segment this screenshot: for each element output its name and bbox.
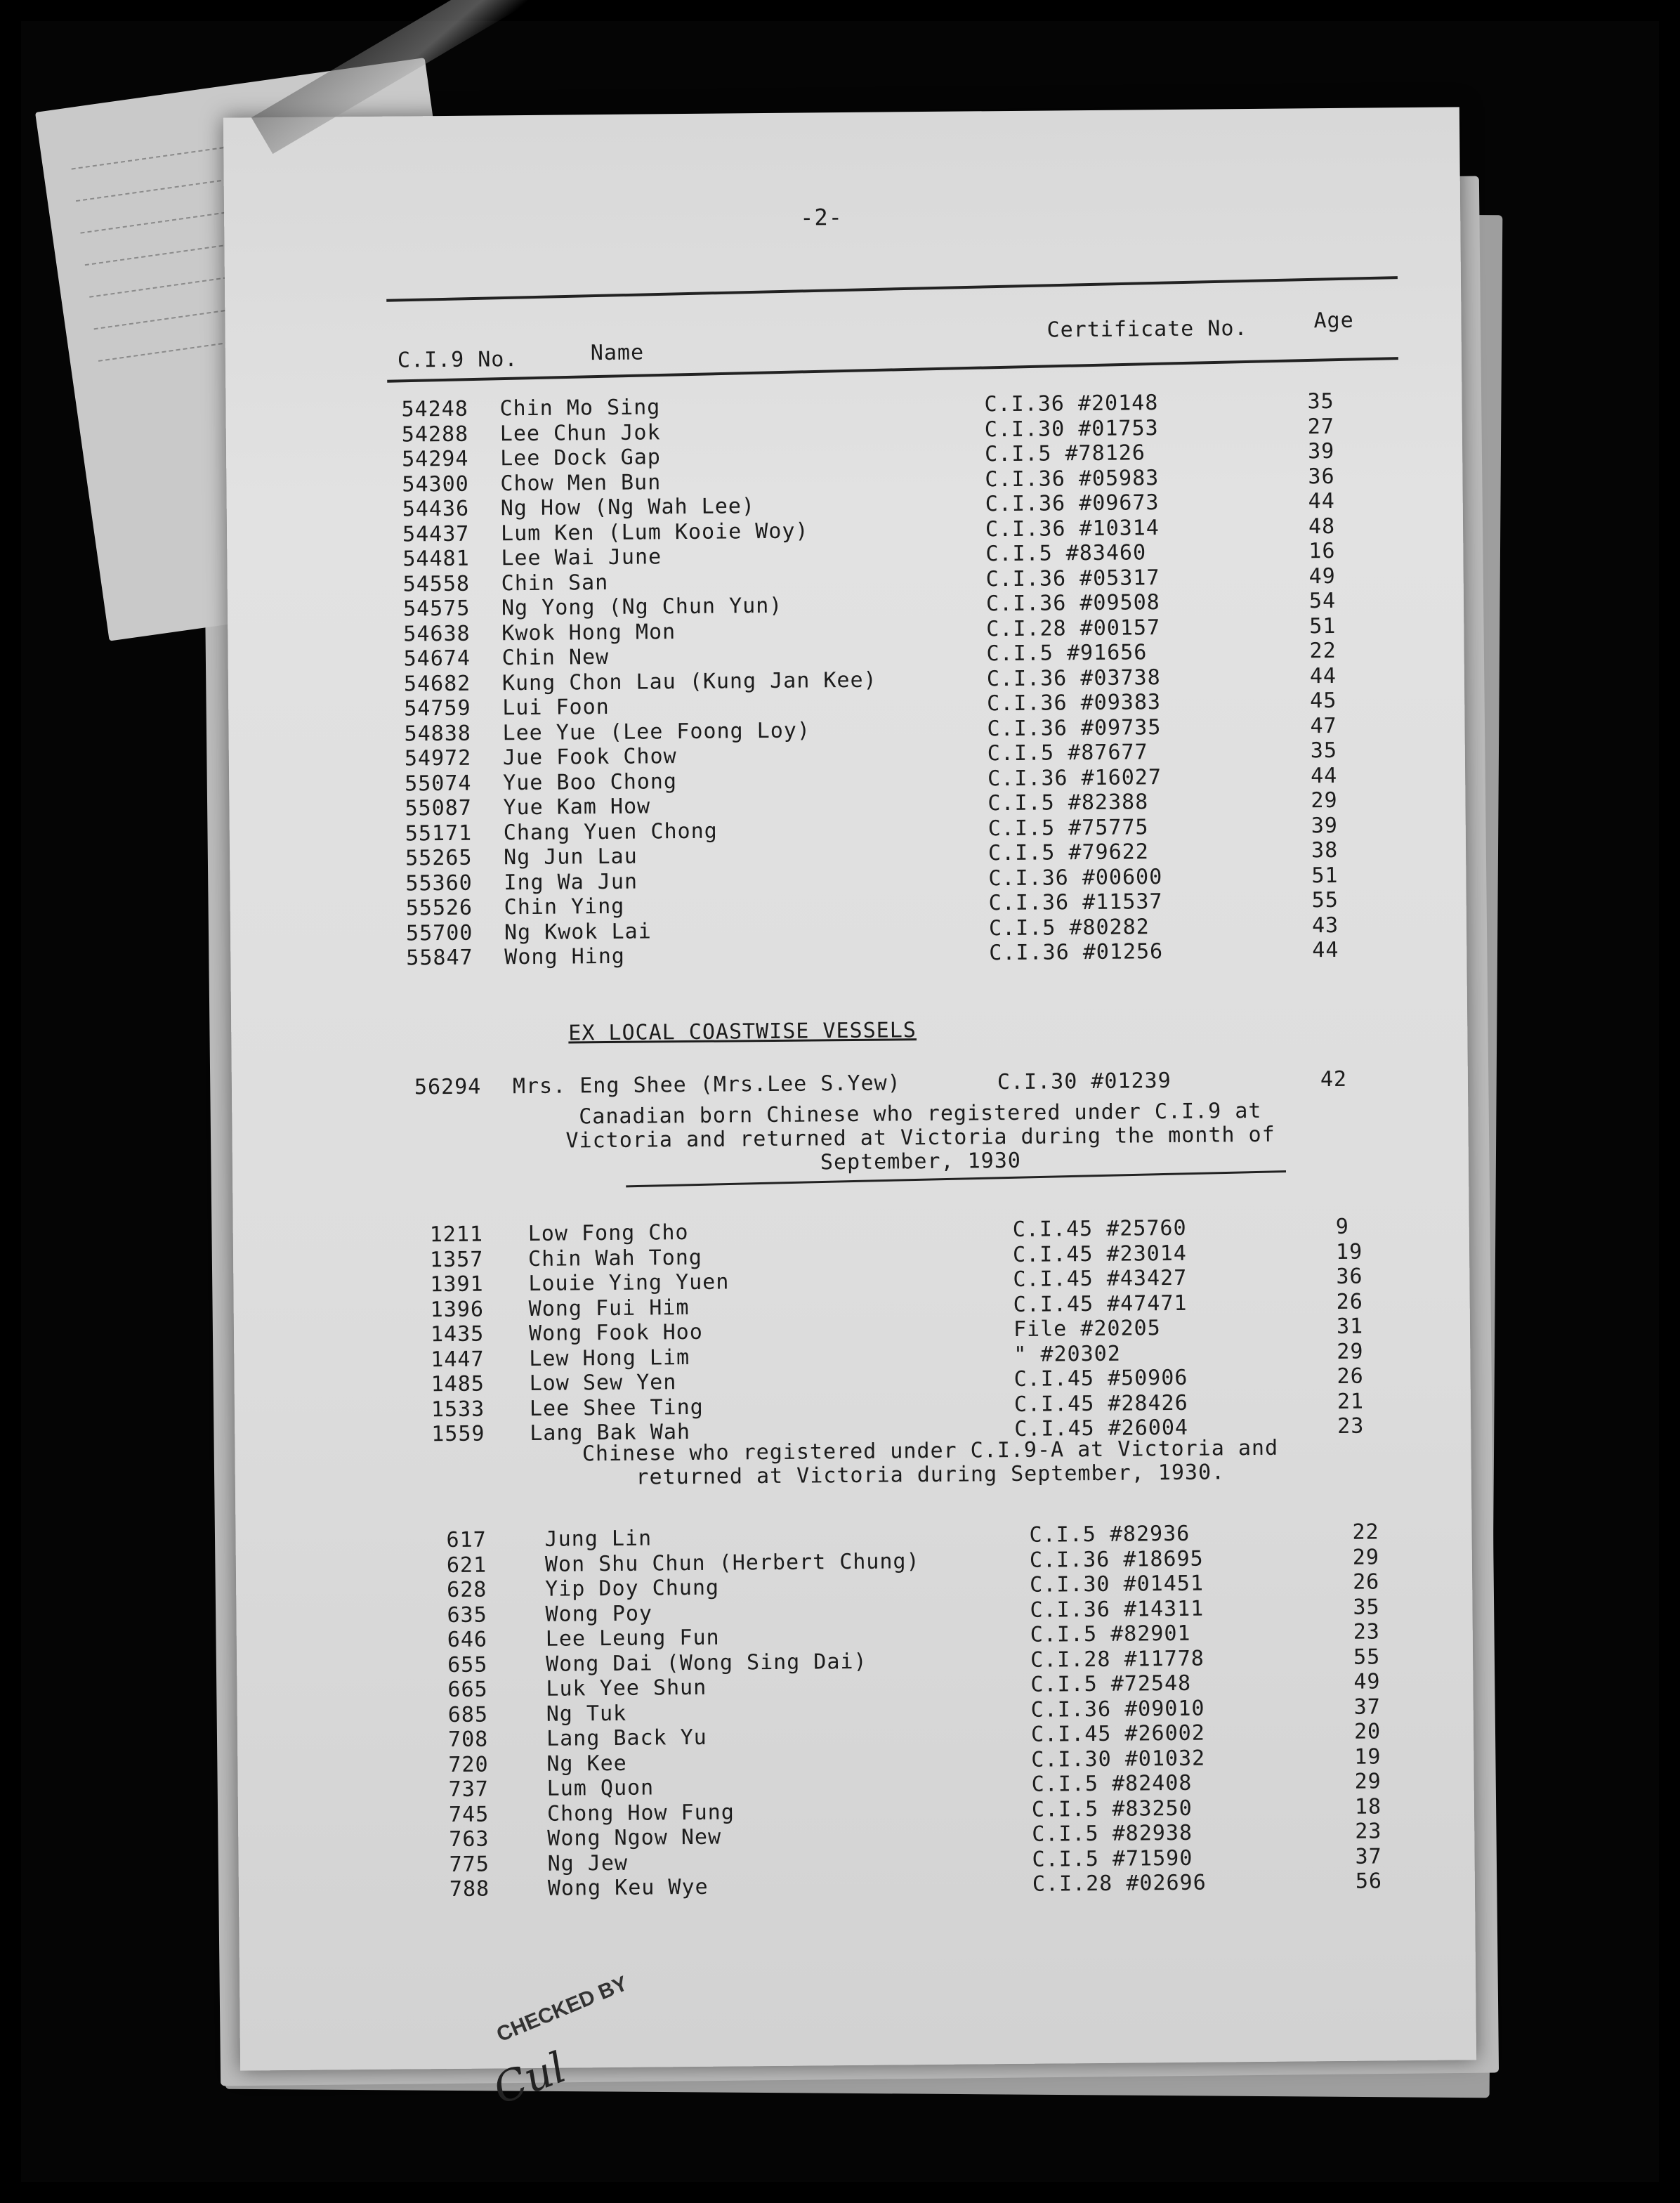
- person-name: Wong Hing: [504, 943, 626, 970]
- header-certificate: Certificate No.: [1046, 316, 1248, 343]
- age: 18: [1354, 1793, 1382, 1819]
- ci9-number: 54288: [401, 421, 469, 447]
- ci9-number: 646: [447, 1627, 488, 1653]
- ci9-number: 1533: [431, 1397, 485, 1422]
- certificate-number: C.I.36 #14311: [1030, 1596, 1205, 1623]
- person-name: Chin San: [501, 570, 609, 596]
- certificate-number: C.I.30 #01239: [997, 1068, 1172, 1095]
- ci9-number: 1559: [431, 1421, 485, 1447]
- certificate-number: C.I.45 #23014: [1012, 1241, 1188, 1267]
- age: 27: [1307, 414, 1335, 439]
- certificate-number: C.I.36 #18695: [1029, 1546, 1204, 1573]
- age: 26: [1353, 1569, 1380, 1595]
- age: 19: [1354, 1744, 1382, 1770]
- ci9-number: 54638: [403, 621, 471, 647]
- certificate-number: C.I.45 #25760: [1012, 1215, 1187, 1242]
- certificate-number: C.I.36 #00600: [988, 864, 1163, 891]
- ci9-number: 54294: [402, 446, 469, 472]
- section-heading-ci9a: Chinese who registered under C.I.9-A at Victoria and returned at Victoria during September, 1930.: [582, 1435, 1279, 1490]
- person-name: Yue Kam How: [503, 794, 651, 821]
- certificate-number: C.I.36 #16027: [987, 764, 1162, 791]
- ci9-number: 1447: [431, 1347, 485, 1372]
- person-name: Luk Yee Shun: [546, 1675, 707, 1701]
- age: 35: [1307, 388, 1334, 414]
- ci9-number: 708: [447, 1727, 489, 1753]
- ci9-number: 665: [447, 1677, 488, 1703]
- person-name: Wong Keu Wye: [547, 1874, 709, 1901]
- certificate-number: C.I.5 #87677: [987, 740, 1148, 766]
- person-name: Wong Fui Him: [528, 1295, 690, 1321]
- person-name: Lee Shee Ting: [529, 1394, 704, 1421]
- person-name: Won Shu Chun (Herbert Chung): [544, 1548, 920, 1577]
- age: 51: [1309, 613, 1337, 639]
- age: 29: [1337, 1339, 1364, 1364]
- person-name: Wong Ngow New: [547, 1824, 722, 1851]
- ci9-number: 55087: [405, 795, 472, 821]
- certificate-number: C.I.36 #05983: [985, 465, 1160, 492]
- header-rule-top: [386, 276, 1398, 302]
- ci9-number: 55700: [405, 920, 473, 946]
- ci9-number: 1357: [429, 1247, 484, 1272]
- person-name: Lui Foon: [502, 694, 610, 721]
- certificate-number: C.I.36 #09010: [1030, 1696, 1205, 1722]
- age: 31: [1336, 1314, 1364, 1339]
- certificate-number: C.I.45 #26002: [1030, 1720, 1205, 1747]
- certificate-number: " #20302: [1013, 1341, 1121, 1367]
- ci9-number: 763: [449, 1826, 490, 1852]
- age: 42: [1320, 1066, 1348, 1092]
- certificate-number: C.I.36 #03738: [986, 665, 1161, 691]
- certificate-number: C.I.36 #09508: [985, 590, 1160, 617]
- person-name: Lum Ken (Lum Kooie Woy): [500, 518, 809, 546]
- age: 19: [1335, 1239, 1363, 1264]
- header-rule-bottom: [387, 357, 1398, 383]
- ci9-number: 55360: [405, 870, 473, 896]
- person-name: Lum Quon: [546, 1775, 655, 1801]
- certificate-number: C.I.30 #01753: [984, 415, 1159, 442]
- ci9-number: 720: [448, 1752, 489, 1777]
- person-name: Low Sew Yen: [529, 1370, 677, 1396]
- age: 43: [1311, 913, 1339, 938]
- ci9-number: 775: [449, 1852, 490, 1877]
- certificate-number: C.I.5 #71590: [1032, 1845, 1193, 1872]
- person-name: Louie Ying Yuen: [528, 1269, 730, 1297]
- ci9-number: 55074: [405, 771, 472, 797]
- age: 29: [1354, 1769, 1382, 1794]
- person-name: Ng Kwok Lai: [504, 918, 652, 945]
- certificate-number: C.I.36 #20148: [984, 391, 1159, 417]
- ci9-number: 54759: [404, 695, 471, 721]
- certificate-number: C.I.45 #50906: [1013, 1365, 1188, 1392]
- age: 26: [1337, 1364, 1364, 1389]
- ci9-number: 54674: [403, 646, 471, 672]
- ci9-number: 788: [449, 1876, 490, 1902]
- age: 38: [1311, 837, 1339, 863]
- certificate-number: C.I.5 #83460: [985, 540, 1147, 567]
- age: 20: [1353, 1719, 1382, 1744]
- certificate-number: C.I.36 #09673: [985, 490, 1160, 517]
- ci9-number: 1435: [430, 1321, 485, 1347]
- ci9-number: 635: [447, 1602, 487, 1628]
- person-name: Chang Yuen Chong: [503, 818, 718, 845]
- ci9-number: 1211: [429, 1222, 484, 1248]
- age: 45: [1310, 688, 1337, 714]
- age: 56: [1355, 1869, 1383, 1894]
- person-name: Wong Fook Hoo: [528, 1319, 703, 1347]
- ci9-number: 628: [447, 1577, 487, 1603]
- age: 44: [1312, 937, 1339, 963]
- certificate-number: C.I.5 #91656: [986, 640, 1148, 667]
- header-name: Name: [590, 340, 645, 366]
- certificate-number: C.I.5 #80282: [988, 914, 1150, 941]
- age: 29: [1352, 1544, 1380, 1570]
- ci9-number: 621: [446, 1552, 487, 1578]
- age: 44: [1308, 488, 1336, 514]
- age: 49: [1353, 1669, 1381, 1694]
- person-name: Yue Boo Chong: [503, 769, 678, 795]
- certificate-number: C.I.36 #09383: [987, 690, 1162, 717]
- age: 23: [1355, 1819, 1382, 1844]
- age: 22: [1352, 1519, 1379, 1545]
- ci9-number: 54972: [404, 745, 472, 771]
- age: 23: [1337, 1413, 1365, 1439]
- certificate-number: C.I.5 #72548: [1030, 1671, 1192, 1697]
- ci9-number: 55847: [406, 945, 473, 971]
- section-heading-canadian-born: Canadian born Chinese who registered under C.I.9 at Victoria and returned at Victoria during the month of September, 1930: [565, 1098, 1275, 1175]
- ci9-number: 54838: [404, 721, 472, 747]
- ci9-number: 745: [448, 1802, 490, 1827]
- age: 54: [1308, 588, 1337, 614]
- certificate-number: C.I.28 #02696: [1032, 1870, 1207, 1897]
- certificate-number: C.I.30 #01032: [1031, 1746, 1206, 1772]
- checker-signature: Cul: [487, 2043, 573, 2114]
- age: 9: [1335, 1214, 1349, 1239]
- ci9-number: 54558: [402, 571, 471, 597]
- certificate-number: C.I.5 #82938: [1032, 1820, 1193, 1847]
- ci9-number: 54300: [402, 471, 469, 497]
- ci9-number: 54437: [402, 521, 470, 547]
- age: 49: [1308, 563, 1336, 589]
- certificate-number: C.I.36 #09735: [987, 714, 1162, 741]
- age: 23: [1353, 1619, 1381, 1645]
- age: 37: [1355, 1843, 1382, 1869]
- certificate-number: C.I.28 #11778: [1030, 1646, 1205, 1673]
- person-name: Ng Jun Lau: [503, 844, 638, 870]
- ci9-number: 617: [446, 1527, 487, 1553]
- certificate-number: C.I.28 #00157: [986, 615, 1161, 641]
- person-name: Kwok Hong Mon: [501, 619, 676, 646]
- age: 55: [1353, 1644, 1381, 1670]
- age: 16: [1308, 538, 1336, 564]
- certificate-number: C.I.5 #82388: [987, 790, 1149, 816]
- certificate-number: C.I.36 #11537: [988, 889, 1163, 916]
- person-name: Kung Chon Lau (Kung Jan Kee): [501, 667, 877, 695]
- age: 44: [1310, 763, 1338, 788]
- age: 37: [1353, 1694, 1381, 1720]
- age: 36: [1308, 464, 1335, 489]
- certificate-number: C.I.5 #82408: [1031, 1770, 1193, 1797]
- certificate-number: C.I.36 #05317: [985, 565, 1160, 591]
- age: 39: [1311, 813, 1339, 838]
- age: 44: [1309, 663, 1337, 688]
- person-name: Lee Dock Gap: [499, 445, 662, 471]
- person-name: Lang Bak Wah: [530, 1420, 691, 1446]
- person-name: Wong Dai (Wong Sing Dai): [545, 1649, 867, 1677]
- certificate-number: C.I.36 #10314: [985, 515, 1160, 542]
- certificate-number: C.I.5 #79622: [987, 839, 1149, 866]
- person-name: Ng Tuk: [546, 1701, 627, 1727]
- ci9-number: 685: [447, 1702, 489, 1727]
- person-name: Ng Jew: [547, 1850, 629, 1876]
- header-ci9: C.I.9 No.: [397, 347, 518, 373]
- certificate-number: C.I.45 #28426: [1013, 1390, 1188, 1417]
- person-name: Jung Lin: [544, 1526, 652, 1552]
- page-number: -2-: [800, 204, 844, 231]
- certificate-number: C.I.5 #82901: [1030, 1621, 1191, 1647]
- person-name: Ng Kee: [546, 1751, 627, 1777]
- age: 21: [1337, 1389, 1365, 1414]
- person-name: Mrs. Eng Shee (Mrs.Lee S.Yew): [512, 1071, 901, 1099]
- ci9-number: 55265: [405, 845, 473, 871]
- checked-by-stamp: CHECKED BY: [493, 1971, 631, 2047]
- age: 35: [1353, 1594, 1380, 1620]
- certificate-number: File #20205: [1013, 1316, 1161, 1342]
- ci9-number: 54682: [403, 671, 471, 697]
- certificate-number: C.I.45 #43427: [1013, 1265, 1188, 1292]
- person-name: Ng Yong (Ng Chun Yun): [501, 593, 783, 621]
- ci9-number: 1396: [430, 1297, 485, 1322]
- person-name: Ng How (Ng Wah Lee): [500, 494, 756, 521]
- age: 29: [1311, 787, 1338, 813]
- age: 47: [1310, 713, 1337, 738]
- ci9-number: 54248: [401, 396, 468, 422]
- certificate-number: C.I.5 #82936: [1029, 1521, 1190, 1548]
- person-name: Chong How Fung: [546, 1799, 735, 1826]
- ci9-number: 655: [447, 1652, 488, 1678]
- certificate-number: C.I.36 #01256: [989, 939, 1164, 966]
- person-name: Ing Wa Jun: [504, 869, 638, 895]
- ci9-number: 54436: [402, 496, 470, 522]
- person-name: Lee Yue (Lee Foong Loy): [502, 717, 811, 745]
- person-name: Lee Wai June: [501, 544, 662, 571]
- age: 55: [1311, 887, 1339, 913]
- certificate-number: C.I.5 #78126: [984, 440, 1146, 467]
- person-name: Lee Leung Fun: [545, 1625, 720, 1652]
- person-name: Chin Wah Tong: [527, 1245, 703, 1272]
- header-age: Age: [1313, 308, 1354, 334]
- ci9-number: 56294: [414, 1074, 482, 1100]
- certificate-number: C.I.5 #83250: [1031, 1796, 1193, 1822]
- document-page: [223, 107, 1476, 2114]
- person-name: Chin Ying: [504, 894, 625, 920]
- ci9-number: 55171: [405, 821, 473, 846]
- person-name: Chin New: [501, 644, 610, 671]
- person-name: Chin Mo Sing: [499, 395, 661, 421]
- ci9-number: 54481: [402, 546, 470, 572]
- person-name: Lee Chun Jok: [499, 419, 661, 446]
- ci9-number: 1391: [430, 1272, 484, 1297]
- ci9-number: 737: [448, 1777, 490, 1803]
- person-name: Wong Poy: [545, 1600, 653, 1627]
- age: 36: [1336, 1264, 1363, 1289]
- certificate-number: C.I.45 #47471: [1013, 1290, 1188, 1317]
- age: 22: [1309, 638, 1337, 664]
- age: 39: [1307, 438, 1335, 464]
- person-name: Lew Hong Lim: [529, 1345, 690, 1371]
- ci9-number: 55526: [405, 895, 473, 921]
- certificate-number: C.I.30 #01451: [1030, 1571, 1205, 1597]
- ci9-number: 1485: [431, 1371, 485, 1397]
- section-title-coastwise: EX LOCAL COASTWISE VESSELS: [568, 1018, 917, 1046]
- ci9-number: 54575: [402, 596, 471, 622]
- certificate-number: C.I.45 #26004: [1014, 1415, 1189, 1442]
- person-name: Yip Doy Chung: [545, 1575, 720, 1602]
- age: 26: [1336, 1289, 1363, 1314]
- person-name: Chow Men Bun: [500, 469, 662, 496]
- age: 51: [1311, 863, 1339, 888]
- person-name: Low Fong Cho: [527, 1220, 689, 1247]
- person-name: Jue Fook Chow: [502, 744, 677, 771]
- person-name: Lang Back Yu: [546, 1725, 707, 1751]
- age: 48: [1308, 514, 1336, 539]
- age: 35: [1310, 738, 1338, 764]
- certificate-number: C.I.5 #75775: [987, 814, 1149, 841]
